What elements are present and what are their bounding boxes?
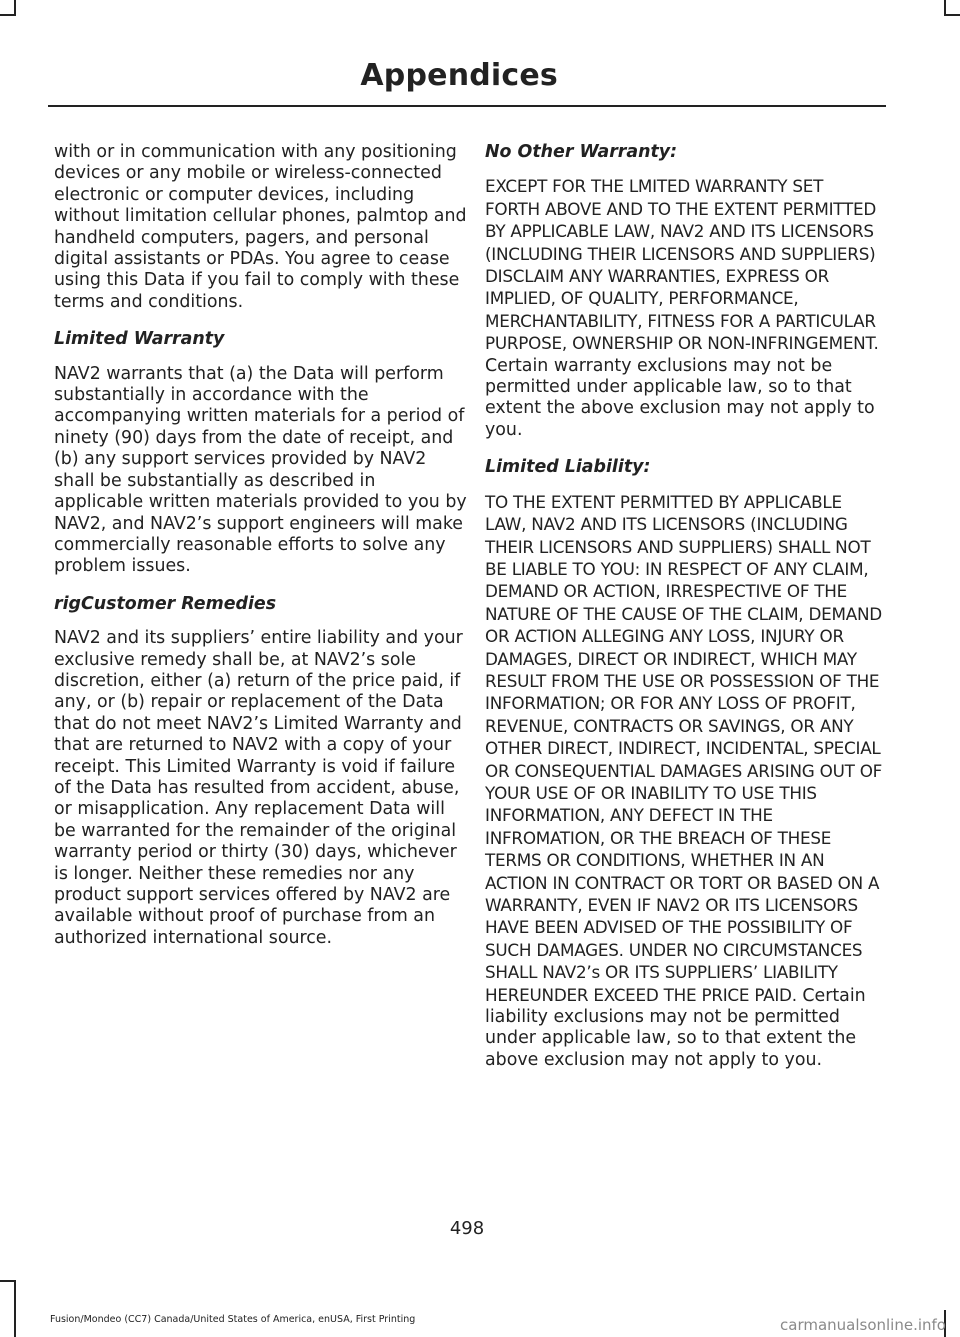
crop-mark-top-right: [944, 14, 960, 16]
heading-customer-remedies: rigCustomer Remedies: [54, 593, 277, 614]
right-column: [485, 142, 883, 1087]
no-other-warranty-tail-text: Certain warranty exclusions may not be permitted under applicable law, so to that extent the above exclusion may not apply to you.: [485, 355, 875, 440]
heading-limited-liability: Limited Liability:: [485, 457, 651, 478]
page-number: 498: [449, 1218, 485, 1239]
section-title: Appendices: [360, 58, 558, 93]
paragraph-limited-liability: [485, 492, 883, 1072]
paragraph-limited-warranty: NAV2 warrants that (a) the Data will perform substantially in accordance with the accompanying written materials for a period of ninety (90) days from the date of receipt, and (b) any support services provided by NAV2 shall be substantially as described in applicable written materials provided to you by NAV2, and NAV2’s support engineers will make commercially reasonable efforts to solve any problem issues.: [54, 363, 467, 577]
left-column: [54, 142, 470, 965]
heading-no-other-warranty: No Other Warranty:: [485, 142, 678, 162]
paragraph-no-other-warranty: [485, 176, 883, 441]
publication-footer: Fusion/Mondeo (CC7) Canada/United States of America, enUSA, First Printing: [50, 1314, 416, 1325]
paragraph-customer-remedies: NAV2 and its suppliers’ entire liability and your exclusive remedy shall be, at NAV2’s sole discretion, either (a) return of the price paid, if any, or (b) repair or replacement of the Data that do not meet NAV2’s Limited Warranty and that are returned to NAV2 with a copy of your receipt. This Limited Warranty is void if failure of the Data has resulted from accident, abuse, or misapplication. Any replacement Data will be warranted for the remainder of the original warranty period or thirty (30) days, whichever is longer. Neither these remedies nor any product support services offered by NAV2 are available without proof of purchase from an authorized international source.: [54, 628, 463, 948]
crop-mark-bottom-left: [0, 1280, 16, 1282]
no-other-warranty-caps-text: EXCEPT FOR THE LMITED WARRANTY SET FORTH ABOVE AND TO THE EXTENT PERMITTED BY APPLICABLE LAW, NAV2 AND ITS LICENSORS (INCLUDING THEIR LICENSORS AND SUPPLIERS) DISCLAIM ANY WARRANTIES, EXPRESS OR IMPLIED, OF QUALITY, PERFORMANCE, MERCHANTABILITY, FITNESS FOR A PARTICULAR PURPOSE, OWNERSHIP OR NON-INFRINGEMENT.: [485, 176, 879, 354]
crop-mark-top-left: [0, 14, 16, 16]
paragraph-intro: with or in communication with any positioning devices or any mobile or wireless-connected electronic or computer devices, including without limitation cellular phones, palmtop and handheld computers, pagers, and personal digital assistants or PDAs. You agree to cease using this Data if you fail to comply with these terms and conditions.: [54, 142, 467, 312]
watermark: carmanualsonline.info: [780, 1316, 946, 1334]
crop-mark-bottom-left: [14, 1280, 16, 1337]
limited-liability-caps-text: TO THE EXTENT PERMITTED BY APPLICABLE LAW, NAV2 AND ITS LICENSORS (INCLUDING THEIR LICENSORS AND SUPPLIERS) SHALL NOT BE LIABLE TO YOU: IN RESPECT OF ANY CLAIM, DEMAND OR ACTION, IRRESPECTIVE OF THE NATURE OF THE CAUSE OF THE CLAIM, DEMAND OR ACTION ALLEGING ANY LOSS, INJURY OR DAMAGES, DIRECT OR INDIRECT, WHICH MAY RESULT FROM THE USE OR POSSESSION OF THE INFORMATION; OR FOR ANY LOSS OF PROFIT, REVENUE, CONTRACTS OR SAVINGS, OR ANY OTHER DIRECT, INDIRECT, INCIDENTAL, SPECIAL OR CONSEQUENTIAL DAMAGES ARISING OUT OF YOUR USE OF OR INABILITY TO USE THIS INFORMATION, ANY DEFECT IN THE INFROMATION, OR THE BREACH OF THESE TERMS OR CONDITIONS, WHETHER IN AN ACTION IN CONTRACT OR TORT OR BASED ON A WARRANTY, EVEN IF NAV2 OR ITS LICENSORS HAVE BEEN ADVISED OF THE POSSIBILITY OF SUCH DAMAGES. UNDER NO CIRCUMSTANCES SHALL NAV2’s OR ITS SUPPLIERS’ LIABILITY HEREUNDER EXCEED THE PRICE PAID.: [485, 491, 883, 1005]
header-divider: [48, 105, 886, 107]
limited-liability-tail-text: Certain liability exclusions may not be permitted under applicable law, so to that extent the above exclusion may not apply to you.: [485, 985, 866, 1070]
heading-limited-warranty: Limited Warranty: [54, 329, 225, 350]
